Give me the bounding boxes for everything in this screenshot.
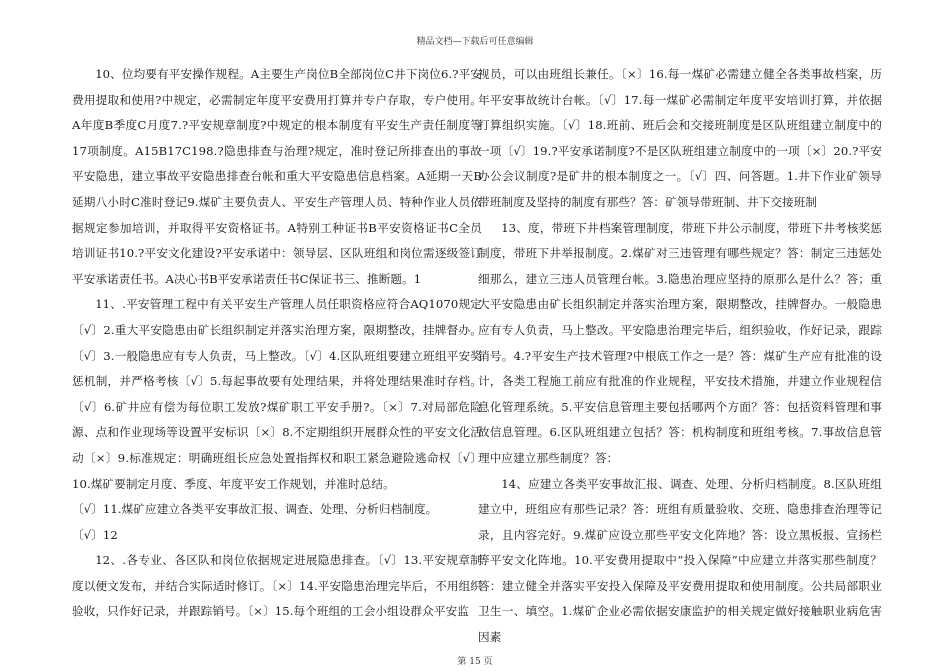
right-column (478, 62, 882, 651)
paragraph: 视员，可以由班组长兼任。〔×〕16.每一煤矿必需建立健全各类事故档案，历年平安事故统计台帐。〔√〕17.每一煤矿必需制定年度平安培训打算，并依据打算组织实施。〔√〕18.班前、班后会和交接班制度是区队班组建立制度中的一项〔√〕19.?平安承诺制度?不是区队班组建立制度中的一项〔×〕20.?平安办公会议制度?是矿井的根本制度之一。〔√〕四、问答题。1.井下作业矿领导带班制度及坚持的制度有那些？答：矿领导带班制、井下交接班制 (478, 67, 882, 209)
paragraph: 13、度，带班下井档案管理制度，带班下井公示制度，带班下井考核奖惩制度，带班下井举报制度。2.煤矿对三违管理有哪些规定？答：制定三违惩处细那么，建立三违人员管理台帐。3.隐患治理应坚持的原那么是什么？答；重大平安隐患由矿长组织制定并落实治理方案，限期整改，挂牌督办。一般隐患应有专人负责，马上整改。平安隐患治理完毕后，组织验收，作好记录，跟踪销号。4.?平安生产技术管理?中根底工作之一是？答：煤矿生产应有批准的设计，各类工程施工前应有批准的作业规程，平安技术措施，并建立作业规程信息化管理系统。5.平安信息管理主要包括哪两个方面？答：包括资料管理和事故信息管理。6.区队班组建立包括？答：机构制度和班组考核。7.事故信息管理中应建立那些制度？答： (478, 220, 882, 465)
paragraph: 〔√〕12 (72, 527, 118, 542)
page-header: 精品文档—下载后可任意编辑 (416, 37, 534, 47)
paragraph: 11、.平安管理工程中有关平安生产管理人员任职资格应符合AQ1070规定〔√〕2.重大平安隐患由矿长组织制定并落实治理方案，限期整改，挂牌督办。〔√〕3.一般隐患应有专人负责，马上整改。〔√〕4.区队班组要建立班组平安奖惩机制，并严格考核〔√〕5.每起事故要有处理结果，并将处理结果准时存档。〔√〕6.矿井应有偿为每位职工发放?煤矿职工平安手册?。〔×〕7.对局部危险源、点和作业现场等设置平安标识〔×〕8.不定期组织开展群众性的平安文化活动〔×〕9.标准规定：明确班组长应急处置指挥权和职工紧急避险逃命权〔√〕10.煤矿要制定月度、季度、年度平安工作规划，并准时总结。 (72, 297, 482, 491)
left-column (72, 62, 482, 625)
paragraph: 〔√〕11.煤矿应建立各类平安事故汇报、调查、处理、分析归档制度。 (72, 502, 438, 517)
paragraph: 14、应建立各类平安事故汇报、调查、处理、分析归档制度。8.区队班组建立中，班组应有那些记录？答：班组有质量验收、交班、隐患排查治理等记录，且内容完好。9.煤矿应设立那些平安文化阵地？答：设立黑板报、宣扬栏等平安文化阵地。10.平安费用提取中“投入保障”中应建立并落实那些制度？答：建立健全并落实平安投入保障及平安费用提取和使用制度。公共局部职业卫生一、填空。1.煤矿企业必需依据安康监护的相关规定做好接触职业病危害因素 (478, 476, 882, 645)
paragraph: 12、.各专业、各区队和岗位依据规定进展隐患排查。〔√〕13.平安规章制度以便文发布，并结合实际适时修订。〔×〕14.平安隐患治理完毕后，不用组织验收，只作好记录，并跟踪销号。〔×〕15.每个班组的工会小组设群众平安监 (72, 553, 482, 619)
page-number: 第 15 页 (457, 657, 493, 667)
paragraph: 10、位均要有平安操作规程。A主要生产岗位B全部岗位C井下岗位6.?平安费用提取和使用?中规定，必需制定年度平安费用打算并专户存取，专户使用。A年度B季度C月度7.?平安规章制度?中规定的根本制度有平安生产责任制度等17项制度。A15B17C198.?隐患排查与治理?规定，准时登记所排查出的事故平安隐患，建立事故平安隐患排查台帐和重大平安隐患信息档案。A延期一天B延期八小时C准时登记9.煤矿主要负责人、平安生产管理人员、特种作业人员依据规定参加培训，并取得平安资格证书。A特别工种证书B平安资格证书C全员培训证书10.?平安文化建设?平安承诺中：领导层、区队班组和岗位需逐级签订平安承诺责任书。A决心书B平安承诺责任书C保证书三、推断题。1 (72, 67, 482, 286)
